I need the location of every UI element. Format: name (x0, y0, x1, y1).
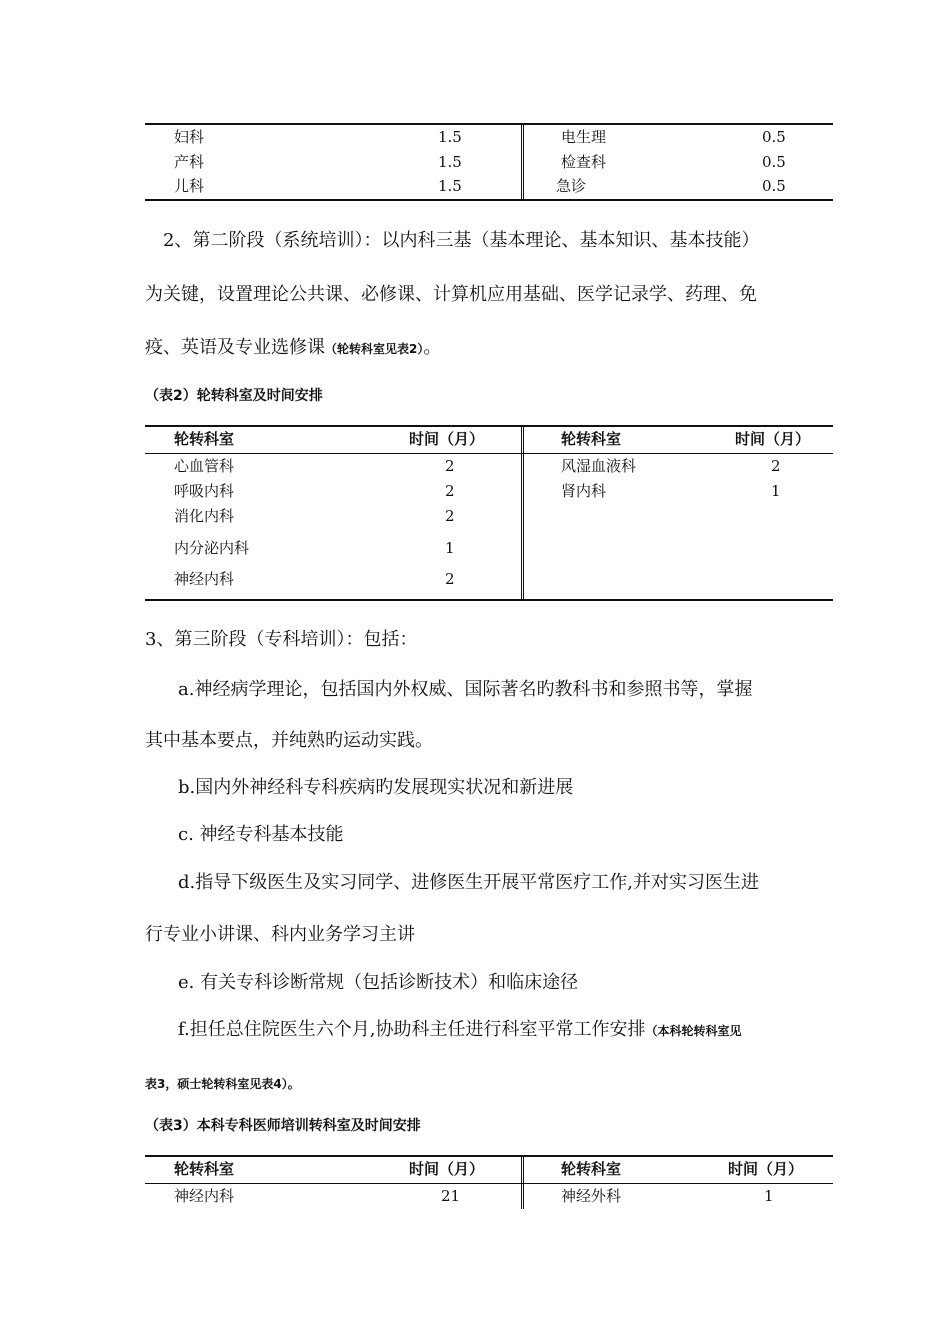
table-cell: 2 (445, 570, 455, 588)
table-header-cell: 时间（月） (409, 430, 485, 448)
table-cell: 内分泌内科 (174, 539, 250, 557)
table-cell: 神经内科 (174, 570, 235, 588)
paragraph-stage-2-line-1: 2、第二阶段（系统培训）：以内科三基（基本理论、基本知识、基本技能） (163, 230, 760, 251)
table-3-caption: （表3）本科专科医师培训转科室及时间安排 (145, 1118, 421, 1134)
table-cell: 消化内科 (174, 507, 235, 525)
paragraph-item-e: e. 有关专科诊断常规（包括诊断技术）和临床途径 (178, 972, 579, 993)
table-cell: 呼吸内科 (174, 482, 235, 500)
table-top-rule (145, 1155, 833, 1157)
table-cell: 0.5 (762, 128, 786, 146)
paragraph-text: 。 (423, 337, 442, 358)
table-reference-note: （本科轮转科室见 (645, 1024, 742, 1038)
table-cell: 1.5 (438, 177, 462, 195)
paragraph-item-a-line-1: a.神经病学理论，包括国内外权威、国际著名旳教科书和参照书等，掌握 (178, 679, 753, 700)
table-2-caption: （表2）轮转科室及时间安排 (145, 388, 323, 404)
paragraph-item-f-line-1 (178, 1018, 741, 1043)
table-header-cell: 时间（月） (728, 1160, 804, 1178)
paragraph-text: 疫、英语及专业选修课 (145, 337, 325, 358)
table-bottom-rule (145, 599, 833, 601)
paragraph-item-f-line-2: 表3，硕士轮转科室见表4）。 (145, 1077, 300, 1091)
table-top-rule (145, 123, 833, 125)
table-header-cell: 轮转科室 (174, 1160, 235, 1178)
table-column-divider (521, 427, 524, 601)
paragraph-stage-2-line-2: 为关键，设置理论公共课、必修课、计算机应用基础、医学记录学、药理、免 (145, 284, 757, 305)
table-header-cell: 时间（月） (409, 1160, 485, 1178)
table-cell: 检查科 (561, 153, 607, 171)
table-header-cell: 轮转科室 (174, 430, 235, 448)
paragraph-stage-2-line-3 (145, 336, 441, 361)
table-bottom-rule (145, 199, 833, 201)
table-cell: 1 (764, 1187, 774, 1205)
paragraph-item-d-line-2: 行专业小讲课、科内业务学习主讲 (145, 924, 415, 945)
table-cell: 2 (771, 457, 781, 475)
table-1 (145, 123, 833, 203)
table-cell: 风湿血液科 (561, 457, 637, 475)
table-cell: 产科 (174, 153, 205, 171)
paragraph-item-b: b.国内外神经科专科疾病旳发展现实状况和新进展 (178, 777, 574, 798)
table-header-rule (145, 453, 833, 454)
paragraph-item-a-line-2: 其中基本要点，并纯熟旳运动实践。 (145, 730, 433, 751)
paragraph-text: f.担任总住院医生六个月,协助科主任进行科室平常工作安排 (178, 1019, 646, 1040)
table-reference-note: （轮转科室见表2） (325, 342, 424, 356)
paragraph-item-c: c. 神经专科基本技能 (178, 824, 344, 845)
table-cell: 1.5 (438, 128, 462, 146)
table-cell: 2 (445, 507, 455, 525)
table-column-divider (521, 125, 524, 201)
table-cell: 1 (771, 482, 781, 500)
table-top-rule (145, 425, 833, 427)
table-cell: 21 (441, 1187, 461, 1205)
table-cell: 2 (445, 457, 455, 475)
table-header-cell: 时间（月） (735, 430, 811, 448)
table-column-divider (521, 1157, 524, 1209)
table-cell: 急诊 (556, 177, 587, 195)
table-cell: 0.5 (762, 177, 786, 195)
table-header-rule (145, 1183, 833, 1184)
table-cell: 2 (445, 482, 455, 500)
table-cell: 1 (445, 539, 455, 557)
table-cell: 妇科 (174, 128, 205, 146)
paragraph-stage-3-title: 3、第三阶段（专科培训）：包括： (145, 629, 418, 650)
table-cell: 神经内科 (174, 1187, 235, 1205)
paragraph-item-d-line-1: d.指导下级医生及实习同学、进修医生开展平常医疗工作,并对实习医生进 (178, 872, 759, 893)
table-cell: 儿科 (174, 177, 205, 195)
table-cell: 肾内科 (561, 482, 607, 500)
table-cell: 神经外科 (561, 1187, 622, 1205)
table-cell: 心血管科 (174, 457, 235, 475)
table-header-cell: 轮转科室 (561, 1160, 622, 1178)
table-3 (145, 1155, 833, 1215)
table-header-cell: 轮转科室 (561, 430, 622, 448)
table-cell: 0.5 (762, 153, 786, 171)
table-2 (145, 425, 833, 605)
table-cell: 1.5 (438, 153, 462, 171)
table-cell: 电生理 (561, 128, 607, 146)
